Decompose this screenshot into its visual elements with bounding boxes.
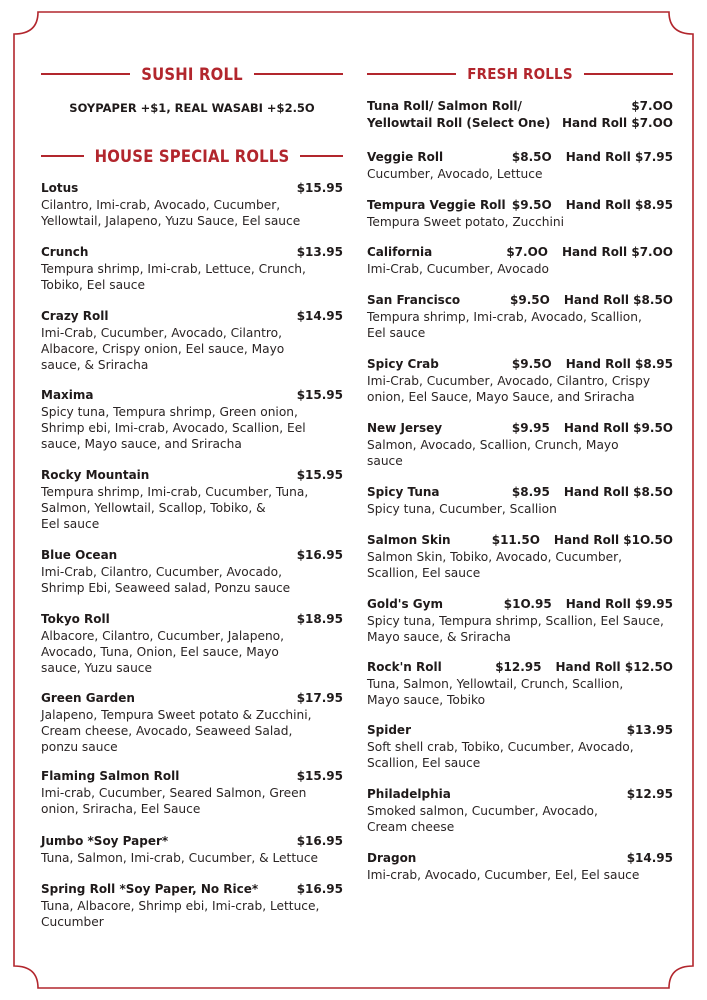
item-description-line: Tuna, Salmon, Yellowtail, Crunch, Scallion, [367,677,624,691]
item-price: $13.95 [626,723,673,737]
sushi-roll-note: SOYPAPER +$1, REAL WASABI +$2.5O [69,101,315,115]
item-name: Rocky Mountain [41,468,150,482]
house-special-heading [41,146,343,166]
menu-item-jumbo-soy-paper [41,834,343,866]
item-hand-roll-price: Hand Roll $9.95 [565,597,673,611]
menu-item-flaming-salmon-roll [41,769,343,817]
item-name: Green Garden [41,691,135,705]
item-name: Lotus [41,181,79,195]
fresh-rolls-heading [367,64,673,84]
item-description-line: Shrimp Ebi, Seaweed salad, Ponzu sauce [41,581,291,595]
item-price: $9.5O [511,198,552,212]
item-description-line: Imi-Crab, Cucumber, Avocado [367,262,549,276]
item-description-line: Avocado, Tuna, Onion, Eel sauce, Mayo [41,645,279,659]
item-name: Tuna Roll/ Salmon Roll/ [367,99,522,113]
item-description-line: sauce, Yuzu sauce [41,661,152,675]
item-price: $12.95 [495,660,542,674]
menu-item-spicy-tuna [367,485,673,517]
item-description-line: Eel sauce [41,517,100,531]
sushi-roll-heading [41,64,343,84]
menu-item-spicy-crab [367,357,673,405]
item-name: Crazy Roll [41,309,109,323]
item-name: Spicy Crab [367,357,439,371]
item-description-line: Yellowtail, Jalapeno, Yuzu Sauce, Eel sauce [41,214,301,228]
item-description-line: Salmon Skin, Tobiko, Avocado, Cucumber, [367,550,622,564]
item-price: $11.5O [491,533,540,547]
menu-item-tokyo-roll [41,612,343,676]
menu-item-tempura-veggie-roll [367,198,673,230]
menu-item-tuna-salmon-yellowtail [367,99,673,133]
item-name: Crunch [41,245,89,259]
item-name: Philadelphia [367,787,451,801]
item-hand-roll-price: Hand Roll $1O.5O [553,533,673,547]
item-hand-roll-price: Hand Roll $8.5O [563,485,673,499]
item-name: San Francisco [367,293,461,307]
item-price: $17.95 [296,691,343,705]
item-description-line: sauce, & Sriracha [41,358,149,372]
item-description-line: Mayo sauce, & Sriracha [367,630,511,644]
menu-item-gold-s-gym [367,597,673,645]
menu-item-blue-ocean [41,548,343,596]
item-description-line: Cilantro, Imi-crab, Avocado, Cucumber, [41,198,281,212]
item-name: Tempura Veggie Roll [367,198,506,212]
item-name: Gold's Gym [367,597,443,611]
item-price: $18.95 [296,612,343,626]
item-hand-roll-price: Hand Roll $8.5O [563,293,673,307]
item-description-line: Cucumber, Avocado, Lettuce [367,167,543,181]
item-name: Tokyo Roll [41,612,110,626]
item-description-line: sauce, Mayo sauce, and Sriracha [41,437,242,451]
item-price: $9.5O [510,293,550,307]
item-price: $14.95 [296,309,343,323]
item-hand-roll-price: Hand Roll $7.OO [562,245,673,259]
item-description-line: Smoked salmon, Cucumber, Avocado, [367,804,598,818]
item-description-line: Albacore, Crispy onion, Eel sauce, Mayo [41,342,285,356]
item-description-line: Tobiko, Eel sauce [41,278,145,292]
item-description-line: Spicy tuna, Cucumber, Scallion [367,502,557,516]
item-price: $15.95 [296,769,343,783]
item-description-line: Cream cheese [367,820,455,834]
item-description-line: Soft shell crab, Tobiko, Cucumber, Avocado, [367,740,634,754]
item-description-line: onion, Sriracha, Eel Sauce [41,802,201,816]
menu-item-veggie-roll [367,150,673,182]
item-price: $8.5O [511,150,552,164]
item-description-line: Tuna, Salmon, Imi-crab, Cucumber, & Lettuce [41,851,319,865]
house-special-title: HOUSE SPECIAL ROLLS [94,146,290,166]
menu-item-salmon-skin [367,533,673,581]
item-description-line: Tempura shrimp, Imi-crab, Cucumber, Tuna, [41,485,309,499]
item-name: Maxima [41,388,94,402]
item-price: $7.OO [631,99,673,113]
item-description-line: Shrimp ebi, Imi-crab, Avocado, Scallion, Eel [41,421,306,435]
menu-item-california [367,245,673,277]
item-description-line: Jalapeno, Tempura Sweet potato & Zucchini, [41,708,312,722]
item-description-line: Imi-Crab, Cucumber, Avocado, Cilantro, [41,326,282,340]
item-name: Flaming Salmon Roll [41,769,180,783]
item-description-line: onion, Eel Sauce, Mayo Sauce, and Sriracha [367,390,635,404]
menu-item-new-jersey [367,421,673,469]
item-name: Spring Roll *Soy Paper, No Rice* [41,882,259,896]
item-description-line: Tempura Sweet potato, Zucchini [367,215,565,229]
menu-item-maxima [41,388,343,452]
sushi-roll-title: SUSHI ROLL [141,64,243,84]
menu-item-rocky-mountain [41,468,343,532]
item-name: Dragon [367,851,417,865]
item-price: $8.95 [511,485,550,499]
item-description-line: Tempura shrimp, Imi-crab, Lettuce, Crunch, [41,262,306,276]
item-price: $15.95 [296,388,343,402]
item-description-line: Albacore, Cilantro, Cucumber, Jalapeno, [41,629,285,643]
menu-item-crazy-roll [41,309,343,373]
item-description-line: Salmon, Yellowtail, Scallop, Tobiko, & [41,501,266,515]
menu-item-lotus [41,181,343,229]
item-price: $7.OO [506,245,548,259]
item-hand-roll-price: Hand Roll $8.95 [565,198,673,212]
item-name: Blue Ocean [41,548,118,562]
item-description-line: Imi-crab, Cucumber, Seared Salmon, Green [41,786,307,800]
menu-item-crunch [41,245,343,293]
item-price: $16.95 [296,882,343,896]
item-price: $9.95 [511,421,550,435]
item-description-line: Tuna, Albacore, Shrimp ebi, Imi-crab, Lettuce, [41,899,320,913]
item-description-line: Eel sauce [367,326,426,340]
item-description-line: ponzu sauce [41,740,118,754]
item-price: $15.95 [296,181,343,195]
item-price: $15.95 [296,468,343,482]
menu-item-green-garden [41,691,343,755]
item-price: $16.95 [296,834,343,848]
menu-item-philadelphia [367,787,673,835]
item-description-line: Cream cheese, Avocado, Seaweed Salad, [41,724,293,738]
item-description-line: Tempura shrimp, Imi-crab, Avocado, Scallion, [367,310,642,324]
item-name: Yellowtail Roll (Select One) [367,116,551,130]
item-price: $9.5O [511,357,552,371]
menu-item-dragon [367,851,673,883]
item-hand-roll-price: Hand Roll $8.95 [565,357,673,371]
item-name: Rock'n Roll [367,660,442,674]
menu-item-spider [367,723,673,771]
item-name: California [367,245,433,259]
item-description-line: Salmon, Avocado, Scallion, Crunch, Mayo [367,438,619,452]
item-hand-roll-price: Hand Roll $12.5O [555,660,673,674]
item-description-line: Scallion, Eel sauce [367,566,481,580]
item-name: Spicy Tuna [367,485,440,499]
item-description-line: Spicy tuna, Tempura shrimp, Green onion, [41,405,298,419]
item-hand-roll-price: Hand Roll $7.OO [562,116,673,130]
item-description-line: sauce [367,454,403,468]
item-name: Spider [367,723,411,737]
item-price: $14.95 [626,851,673,865]
item-description-line: Imi-crab, Avocado, Cucumber, Eel, Eel sauce [367,868,640,882]
item-name: Jumbo *Soy Paper* [41,834,169,848]
item-description-line: Imi-Crab, Cilantro, Cucumber, Avocado, [41,565,282,579]
item-description-line: Spicy tuna, Tempura shrimp, Scallion, Eel Sauce, [367,614,664,628]
item-price: $13.95 [296,245,343,259]
item-description-line: Imi-Crab, Cucumber, Avocado, Cilantro, Crispy [367,374,651,388]
item-hand-roll-price: Hand Roll $7.95 [565,150,673,164]
menu-item-san-francisco [367,293,673,341]
item-name: Veggie Roll [367,150,444,164]
item-name: New Jersey [367,421,443,435]
fresh-rolls-title: FRESH ROLLS [467,65,573,83]
item-name: Salmon Skin [367,533,451,547]
item-price: $12.95 [626,787,673,801]
menu-item-rock-n-roll [367,660,673,708]
item-price: $1O.95 [503,597,552,611]
item-hand-roll-price: Hand Roll $9.5O [563,421,673,435]
item-price: $16.95 [296,548,343,562]
item-description-line: Scallion, Eel sauce [367,756,481,770]
item-description-line: Mayo sauce, Tobiko [367,693,486,707]
menu-item-spring-roll-soy-paper-no-rice [41,882,343,930]
item-description-line: Cucumber [41,915,104,929]
